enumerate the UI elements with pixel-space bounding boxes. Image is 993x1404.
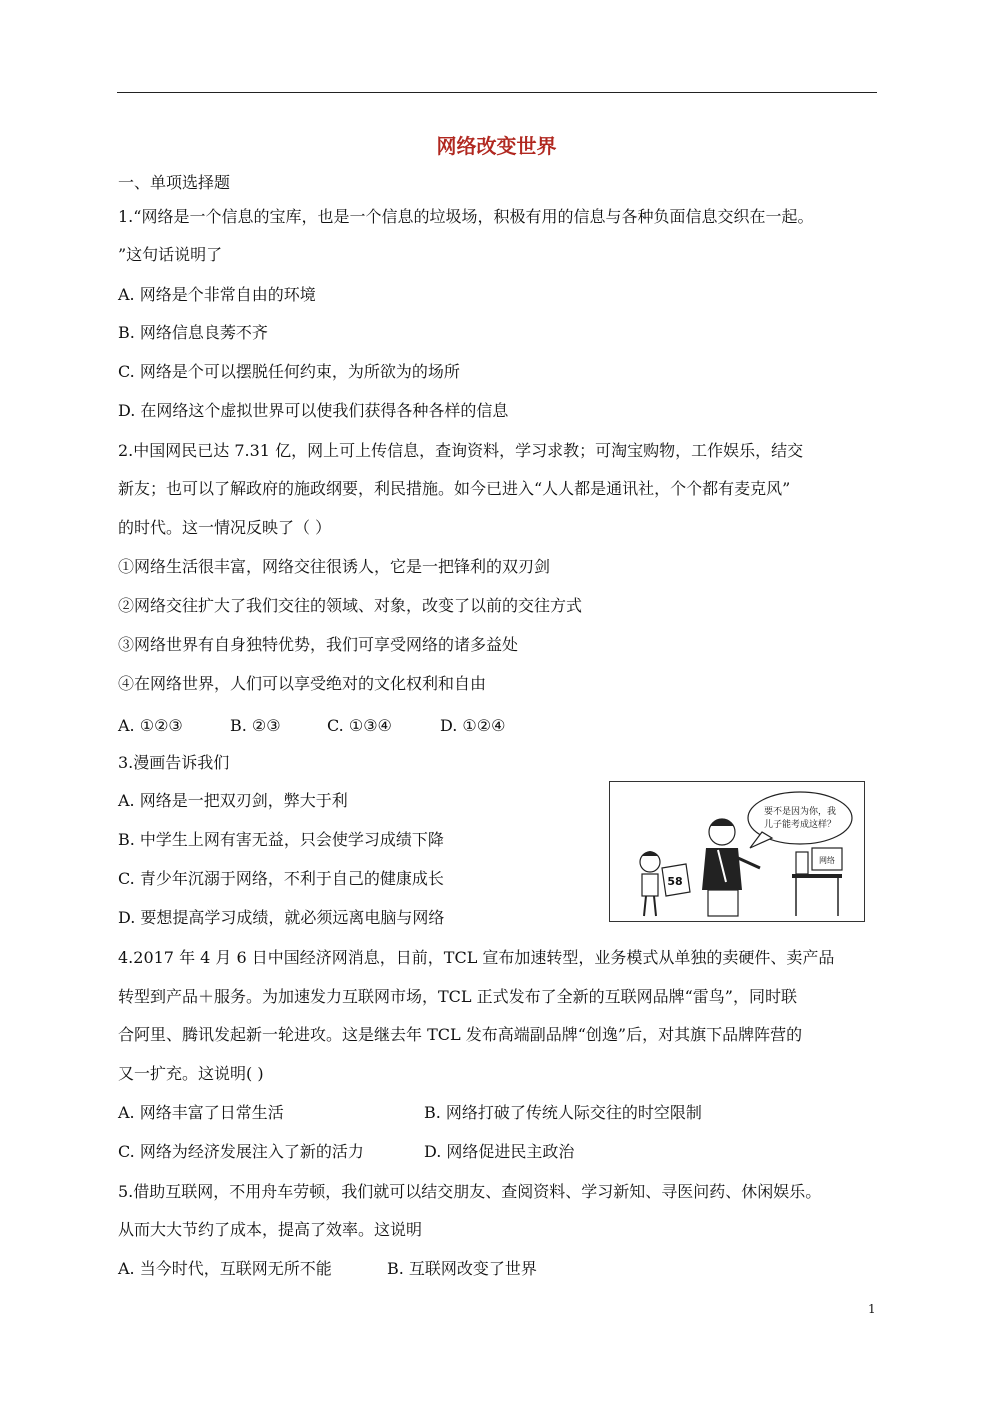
q2-statement-2: ②网络交往扩大了我们交往的领域、对象，改变了以前的交往方式 <box>118 596 583 615</box>
q3-option-a: A. 网络是一把双刃剑，弊大于利 <box>118 791 348 810</box>
q4-stem-line2: 转型到产品＋服务。为加速发力互联网市场，TCL 正式发布了全新的互联网品牌“雷鸟”，同时联 <box>118 987 797 1006</box>
q5-stem-line1: 5.借助互联网，不用舟车劳顿，我们就可以结交朋友、查阅资料、学习新知、寻医问药、休闲娱乐。 <box>118 1182 822 1201</box>
q2-option-c: C. ①③④ <box>327 716 392 735</box>
q2-stem-line3: 的时代。这一情况反映了（ ） <box>118 518 332 537</box>
computer-tower <box>796 852 808 874</box>
speech-text-2: 儿子能考成这样？ <box>763 820 837 830</box>
q3-option-c: C. 青少年沉溺于网络，不利于自己的健康成长 <box>118 869 444 888</box>
q1-stem-line2: ”这句话说明了 <box>118 245 223 264</box>
q4-option-a: A. 网络丰富了日常生活 <box>118 1103 284 1122</box>
q5-stem-line2: 从而大大节约了成本，提高了效率。这说明 <box>118 1220 423 1239</box>
q1-option-c: C. 网络是个可以摆脱任何约束，为所欲为的场所 <box>118 362 460 381</box>
q1-option-d: D. 在网络这个虚拟世界可以使我们获得各种各样的信息 <box>118 401 509 420</box>
q2-statement-4: ④在网络世界，人们可以享受绝对的文化权利和自由 <box>118 674 487 693</box>
q1-option-b: B. 网络信息良莠不齐 <box>118 323 268 342</box>
q3-cartoon <box>609 781 865 922</box>
q2-stem-line1: 2.中国网民已达 7.31 亿，网上可上传信息，查询资料，学习求教；可淘宝购物，工作娱乐，结交 <box>118 441 804 460</box>
q2-statement-3: ③网络世界有自身独特优势，我们可享受网络的诸多益处 <box>118 635 519 654</box>
q3-option-b: B. 中学生上网有害无益，只会使学习成绩下降 <box>118 830 444 849</box>
q4-stem-line1: 4.2017 年 4 月 6 日中国经济网消息，日前，TCL 宣布加速转型，业务模式从单独的卖硬件、卖产品 <box>118 948 835 967</box>
q2-statement-1: ①网络生活很丰富，网络交往很诱人，它是一把锋利的双刃剑 <box>118 557 551 576</box>
q4-option-d: D. 网络促进民主政治 <box>424 1142 575 1161</box>
child-hair <box>642 851 658 856</box>
header-rule <box>117 92 877 93</box>
q3-option-d: D. 要想提高学习成绩，就必须远离电脑与网络 <box>118 908 445 927</box>
q5-option-b: B. 互联网改变了世界 <box>387 1259 537 1278</box>
adult-arm <box>738 858 760 868</box>
q2-option-d: D. ①②④ <box>440 716 506 735</box>
exam-score: 58 <box>667 875 683 888</box>
q1-stem-line1: 1.“网络是一个信息的宝库，也是一个信息的垃圾场，积极有用的信息与各种负面信息交织在一起。 <box>118 207 814 226</box>
speech-text-1: 要不是因为你，我 <box>763 807 837 817</box>
child-leg-left <box>644 896 646 916</box>
cartoon-drawing <box>610 782 864 921</box>
q1-option-a: A. 网络是个非常自由的环境 <box>118 285 316 304</box>
q5-option-a: A. 当今时代，互联网无所不能 <box>118 1259 332 1278</box>
document-title: 网络改变世界 <box>436 134 557 158</box>
q4-stem-line3: 合阿里、腾讯发起新一轮进攻。这是继去年 TCL 发布高端副品牌“创逸”后，对其旗下品牌阵营的 <box>118 1025 803 1044</box>
adult-legs <box>708 890 738 916</box>
q4-option-c: C. 网络为经济发展注入了新的活力 <box>118 1142 364 1161</box>
page-number: 1 <box>868 1302 876 1316</box>
section-heading: 一、单项选择题 <box>118 173 231 192</box>
q2-option-b: B. ②③ <box>230 716 281 735</box>
child-body <box>642 874 658 896</box>
monitor-text: 网络 <box>819 856 835 865</box>
adult-hair <box>710 819 734 826</box>
child-leg-right <box>654 896 656 916</box>
q2-option-a: A. ①②③ <box>118 716 183 735</box>
q3-stem: 3.漫画告诉我们 <box>118 753 230 772</box>
q4-option-b: B. 网络打破了传统人际交往的时空限制 <box>424 1103 702 1122</box>
q2-stem-line2: 新友；也可以了解政府的施政纲要，利民措施。如今已进入“人人都是通讯社，个个都有麦克风” <box>118 479 791 498</box>
q4-stem-line4: 又一扩充。这说明( ) <box>118 1064 264 1083</box>
